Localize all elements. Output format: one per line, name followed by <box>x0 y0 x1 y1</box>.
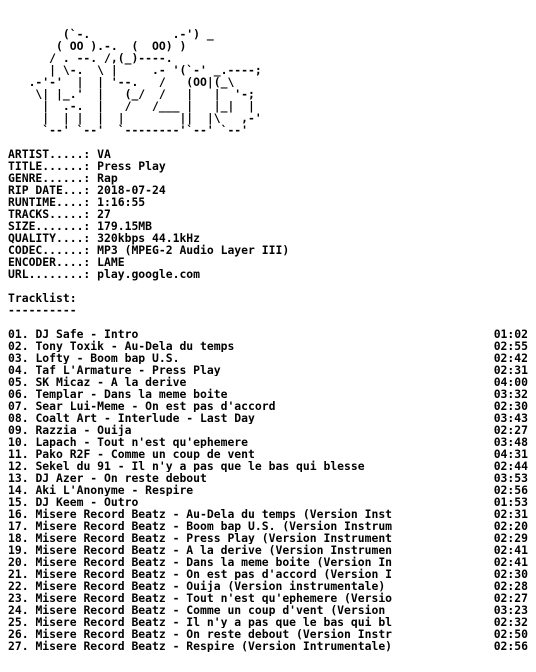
info-label: TITLE......: <box>8 159 91 173</box>
track-title-cell <box>8 376 458 388</box>
track-row <box>8 436 532 448</box>
track-number: 02. <box>8 340 29 352</box>
info-value: play.google.com <box>97 267 201 281</box>
track-row <box>8 460 532 472</box>
info-label: RIP DATE...: <box>8 183 91 197</box>
track-duration: 02:56 <box>493 640 528 652</box>
track-title-cell <box>8 640 458 652</box>
info-label: TRACKS.....: <box>8 207 91 221</box>
track-duration: 02:56 <box>493 484 528 496</box>
track-title-cell <box>8 604 458 616</box>
track-title: Sear Lui-Meme - On est pas d'accord <box>35 400 276 412</box>
track-title-cell <box>8 616 458 628</box>
track-number: 15. <box>8 496 29 508</box>
track-number: 05. <box>8 376 29 388</box>
track-number: 10. <box>8 436 29 448</box>
track-title: Misere Record Beatz - Il n'y a pas que le bas qui bl <box>35 616 393 628</box>
info-label: QUALITY....: <box>8 231 91 245</box>
track-title-cell <box>8 424 458 436</box>
track-number: 18. <box>8 532 29 544</box>
track-number: 16. <box>8 508 29 520</box>
track-row <box>8 628 532 640</box>
release-info <box>8 148 532 280</box>
info-value: 320kbps 44.1kHz <box>97 231 201 245</box>
info-label: GENRE......: <box>8 171 91 185</box>
track-title-cell <box>8 460 458 472</box>
track-row <box>8 340 532 352</box>
info-value: 27 <box>97 207 111 221</box>
track-title: Misere Record Beatz - Boom bap U.S. (Version Instrum <box>35 520 393 532</box>
track-row <box>8 544 532 556</box>
track-duration: 02:27 <box>493 592 528 604</box>
track-row <box>8 556 532 568</box>
track-title-cell <box>8 448 458 460</box>
track-number: 06. <box>8 388 29 400</box>
track-duration: 02:31 <box>493 364 528 376</box>
track-title-cell <box>8 328 458 340</box>
track-number: 23. <box>8 592 29 604</box>
track-row <box>8 400 532 412</box>
track-title: Sekel du 91 - Il n'y a pas que le bas qui blesse <box>35 460 365 472</box>
track-title-cell <box>8 580 458 592</box>
track-title: Misere Record Beatz - A la derive (Version Instrumen <box>35 544 393 556</box>
track-title-cell <box>8 364 458 376</box>
track-row <box>8 604 532 616</box>
track-number: 17. <box>8 520 29 532</box>
track-duration: 03:48 <box>493 436 528 448</box>
track-number: 13. <box>8 472 29 484</box>
track-title: Misere Record Beatz - Comme un coup d'vent (Version <box>35 604 386 616</box>
track-row <box>8 592 532 604</box>
info-label: ARTIST.....: <box>8 147 91 161</box>
track-row <box>8 520 532 532</box>
info-value: 2018-07-24 <box>97 183 166 197</box>
track-title-cell <box>8 628 458 640</box>
track-row <box>8 580 532 592</box>
track-duration: 02:32 <box>493 616 528 628</box>
track-number: 03. <box>8 352 29 364</box>
track-title-cell <box>8 340 458 352</box>
track-number: 20. <box>8 556 29 568</box>
info-value: VA <box>97 147 111 161</box>
track-title: Misere Record Beatz - Ouija (Version instrumentale) <box>35 580 386 592</box>
track-title-cell <box>8 592 458 604</box>
track-title: Lofty - Boom bap U.S. <box>35 352 180 364</box>
track-row <box>8 532 532 544</box>
track-title-cell <box>8 520 458 532</box>
track-row <box>8 472 532 484</box>
track-number: 22. <box>8 580 29 592</box>
track-title-cell <box>8 412 458 424</box>
track-title: SK Micaz - A la derive <box>35 376 187 388</box>
nfo-document <box>8 4 532 652</box>
info-value: 1:16:55 <box>97 195 146 209</box>
track-number: 19. <box>8 544 29 556</box>
track-title-cell <box>8 352 458 364</box>
spacer <box>8 316 532 328</box>
track-number: 07. <box>8 400 29 412</box>
track-duration: 02:42 <box>493 352 528 364</box>
track-duration: 02:28 <box>493 580 528 592</box>
track-row <box>8 568 532 580</box>
track-row <box>8 376 532 388</box>
track-number: 24. <box>8 604 29 616</box>
track-number: 26. <box>8 628 29 640</box>
info-label: RUNTIME....: <box>8 195 91 209</box>
track-row <box>8 448 532 460</box>
track-row <box>8 484 532 496</box>
track-row <box>8 496 532 508</box>
track-title-cell <box>8 532 458 544</box>
info-value: 179.15MB <box>97 219 153 233</box>
track-title-cell <box>8 388 458 400</box>
info-value: Press Play <box>97 159 166 173</box>
track-title-cell <box>8 544 458 556</box>
track-title: Misere Record Beatz - Tout n'est qu'ephemere (Versio <box>35 592 393 604</box>
track-number: 01. <box>8 328 29 340</box>
track-row <box>8 508 532 520</box>
track-duration: 02:30 <box>493 400 528 412</box>
track-title: Misere Record Beatz - Dans la meme boite (Version In <box>35 556 393 568</box>
track-title: Pako R2F - Comme un coup de vent <box>35 448 255 460</box>
track-duration: 04:31 <box>493 448 528 460</box>
track-duration: 01:53 <box>493 496 528 508</box>
track-title-cell <box>8 508 458 520</box>
track-number: 21. <box>8 568 29 580</box>
track-number: 14. <box>8 484 29 496</box>
track-title: Misere Record Beatz - Press Play (Version Instrument <box>35 532 393 544</box>
track-title: Misere Record Beatz - Respire (Version Intrumentale) <box>35 640 393 652</box>
track-title: DJ Azer - On reste debout <box>35 472 207 484</box>
track-title: Misere Record Beatz - On reste debout (Version Instr <box>35 628 393 640</box>
track-title-cell <box>8 556 458 568</box>
track-number: 09. <box>8 424 29 436</box>
track-title-cell <box>8 400 458 412</box>
track-title: Razzia - Ouija <box>35 424 132 436</box>
track-title-cell <box>8 496 458 508</box>
track-number: 12. <box>8 460 29 472</box>
tracklist-heading: Tracklist: <box>8 291 77 305</box>
track-duration: 02:41 <box>493 544 528 556</box>
track-row <box>8 364 532 376</box>
track-title: Aki L'Anonyme - Respire <box>35 484 194 496</box>
track-number: 11. <box>8 448 29 460</box>
track-row <box>8 424 532 436</box>
tracklist-rule: ---------- <box>8 303 77 317</box>
track-row <box>8 352 532 364</box>
track-number: 08. <box>8 412 29 424</box>
track-title-cell <box>8 484 458 496</box>
track-title: DJ Keem - Outro <box>35 496 139 508</box>
track-title: Lapach - Tout n'est qu'ephemere <box>35 436 249 448</box>
track-title-cell <box>8 436 458 448</box>
track-duration: 03:43 <box>493 412 528 424</box>
track-duration: 02:27 <box>493 424 528 436</box>
track-duration: 02:41 <box>493 556 528 568</box>
track-duration: 01:02 <box>493 328 528 340</box>
track-title: Misere Record Beatz - On est pas d'accord (Version I <box>35 568 393 580</box>
info-label: ENCODER....: <box>8 255 91 269</box>
track-duration: 02:44 <box>493 460 528 472</box>
track-number: 04. <box>8 364 29 376</box>
track-title: Tony Toxik - Au-Dela du temps <box>35 340 235 352</box>
track-duration: 02:50 <box>493 628 528 640</box>
info-row <box>8 268 532 280</box>
track-title: DJ Safe - Intro <box>35 328 139 340</box>
info-label: URL........: <box>8 267 91 281</box>
track-duration: 04:00 <box>493 376 528 388</box>
track-duration: 03:23 <box>493 604 528 616</box>
info-label: CODEC......: <box>8 243 91 257</box>
track-title: Coalt Art - Interlude - Last Day <box>35 412 255 424</box>
track-duration: 02:30 <box>493 568 528 580</box>
info-value: MP3 (MPEG-2 Audio Layer III) <box>97 243 290 257</box>
track-duration: 03:53 <box>493 472 528 484</box>
info-value: LAME <box>97 255 125 269</box>
track-title: Taf L'Armature - Press Play <box>35 364 221 376</box>
track-duration: 03:32 <box>493 388 528 400</box>
track-title: Templar - Dans la meme boite <box>35 388 228 400</box>
track-row <box>8 640 532 652</box>
track-title-cell <box>8 472 458 484</box>
track-row <box>8 328 532 340</box>
info-label: SIZE.......: <box>8 219 91 233</box>
track-number: 27. <box>8 640 29 652</box>
ascii-art-logo: (`-. .-') _ ( OO ).-. ( OO) ) / . --. /,(_)----. | \-. \ | .- '(`-' _.----; .-'-' | | '--. / (OO|(_\ \| |_.' | (_/ / | | '-; | .-. | / /___ | |_| | | | | | | || |\ ,-' `--' `--' `--------'`--' `--' <box>28 27 262 136</box>
track-row <box>8 616 532 628</box>
track-number: 25. <box>8 616 29 628</box>
track-duration: 02:55 <box>493 340 528 352</box>
track-title-cell <box>8 568 458 580</box>
track-row <box>8 388 532 400</box>
track-title: Misere Record Beatz - Au-Dela du temps (Version Inst <box>35 508 393 520</box>
spacer <box>8 280 532 292</box>
info-value: Rap <box>97 171 118 185</box>
track-duration: 02:20 <box>493 520 528 532</box>
track-duration: 02:31 <box>493 508 528 520</box>
track-duration: 02:29 <box>493 532 528 544</box>
tracklist <box>8 328 532 652</box>
track-row <box>8 412 532 424</box>
